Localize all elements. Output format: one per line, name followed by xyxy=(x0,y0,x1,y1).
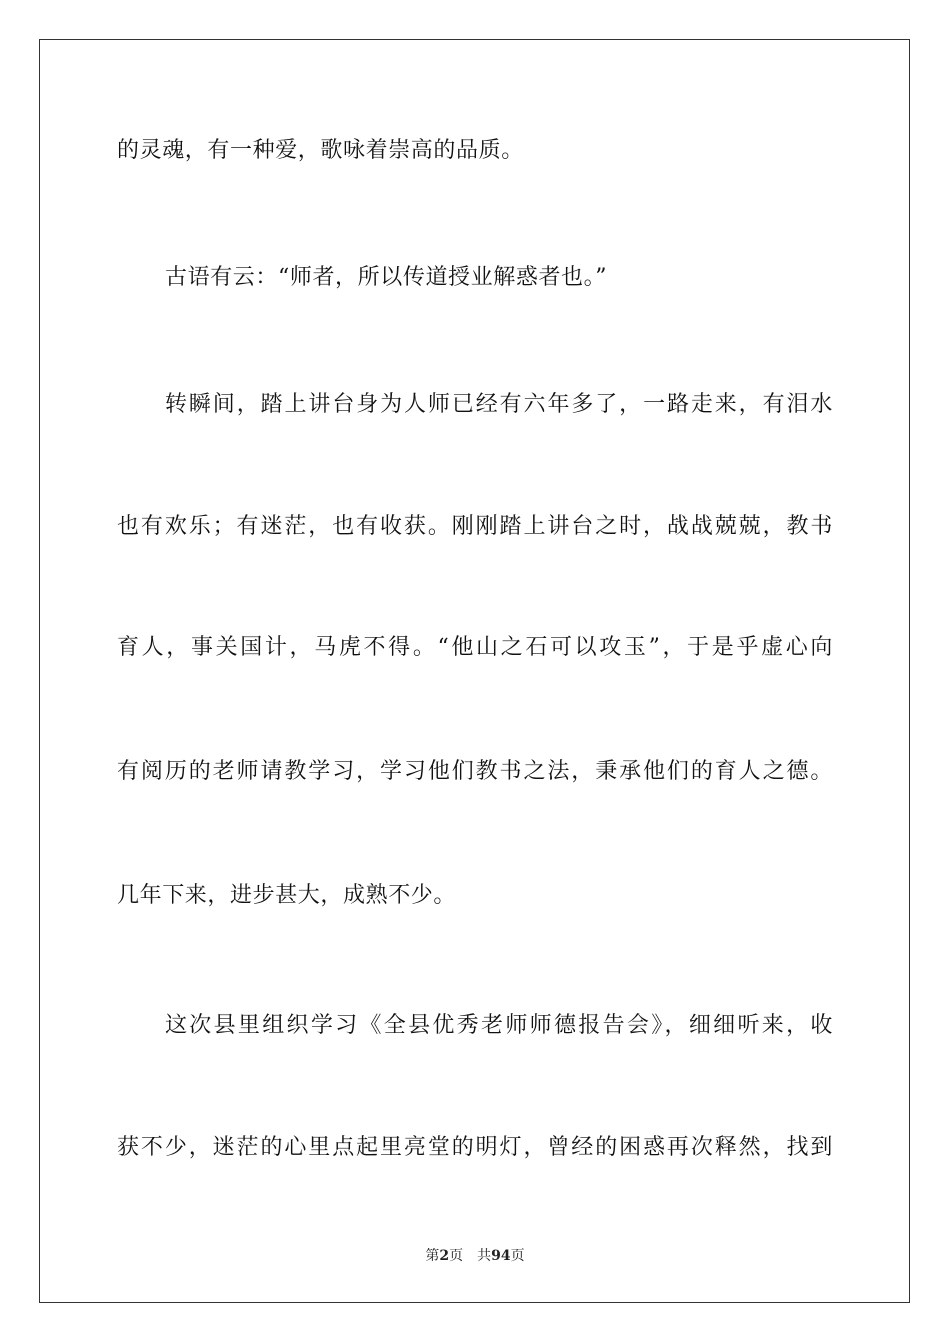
page-prefix: 第 xyxy=(425,1248,440,1264)
text-line: 也有欢乐；有迷茫，也有收获。刚刚踏上讲台之时，战战兢兢，教书 xyxy=(117,514,833,539)
text-line: 几年下来，进步甚大，成熟不少。 xyxy=(117,883,457,908)
text-line: 这次县里组织学习《全县优秀老师师德报告会》，细细听来，收 xyxy=(165,1013,833,1038)
page-number: 2 xyxy=(439,1248,450,1264)
total-suffix: 页 xyxy=(510,1248,525,1264)
text-line: 的灵魂，有一种爱，歌咏着崇高的品质。 xyxy=(117,138,524,163)
total-prefix: 共 xyxy=(477,1248,492,1264)
text-line: 获不少，迷茫的心里点起里亮堂的明灯，曾经的困惑再次释然，找到 xyxy=(117,1135,833,1160)
text-line: 育人，事关国计，马虎不得。“他山之石可以攻玉”，于是乎虚心向 xyxy=(117,635,833,660)
page-border xyxy=(39,39,910,1303)
text-line: 转瞬间，踏上讲台身为人师已经有六年多了，一路走来，有泪水 xyxy=(165,392,833,417)
text-line: 有阅历的老师请教学习，学习他们教书之法，秉承他们的育人之德。 xyxy=(117,759,833,784)
page-footer xyxy=(0,1246,950,1266)
total-pages: 94 xyxy=(491,1248,511,1264)
page-suffix: 页 xyxy=(449,1248,464,1264)
text-line: 古语有云：“师者，所以传道授业解惑者也。” xyxy=(165,265,608,290)
